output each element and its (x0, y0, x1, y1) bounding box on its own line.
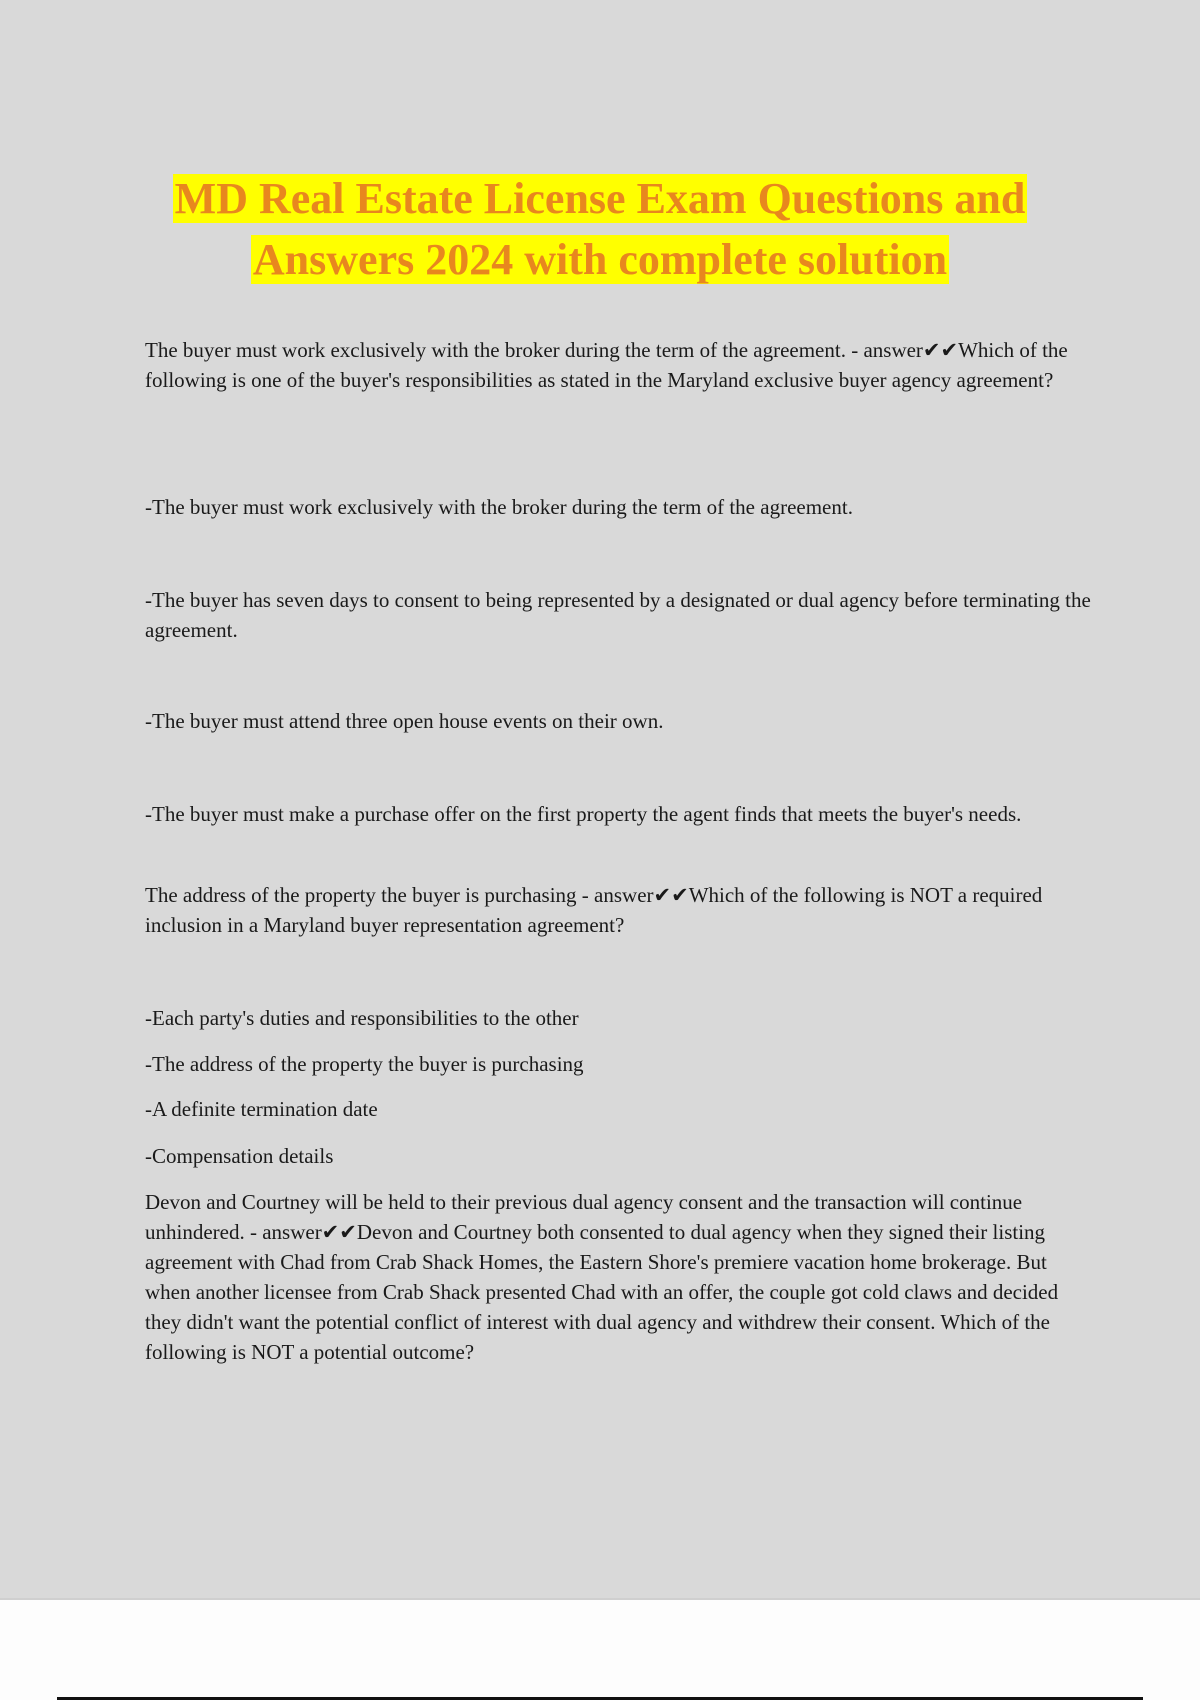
question-2-text: The address of the property the buyer is purchasing - answer✔✔Which of the following is NOT a required inclusion in a Maryland buyer representation agreement? (145, 883, 1043, 937)
option-1a: -The buyer must work exclusively with the broker during the term of the agreement. (145, 495, 853, 519)
document-title (0, 168, 1200, 290)
option-1c: -The buyer must attend three open house events on their own. (145, 709, 664, 733)
question-3-text: Devon and Courtney will be held to their previous dual agency consent and the transaction will continue unhindered. - answer✔✔Devon and Courtney both consented to dual agency when they signed their listing agreement with Chad from Crab Shack Homes, the Eastern Shore's premiere vacation home brokerage. But when another licensee from Crab Shack presented Chad with an offer, the couple got cold claws and decided they didn't want the potential conflict of interest with dual agency and withdrew their consent. Which of the following is NOT a potential outcome? (145, 1190, 1059, 1364)
option-2d: -Compensation details (145, 1144, 334, 1168)
option-1d: -The buyer must make a purchase offer on the first property the agent finds that meets the buyer's needs. (145, 802, 1022, 826)
title-line-1: MD Real Estate License Exam Questions and (174, 174, 1026, 223)
title-line-2: Answers 2024 with complete solution (252, 235, 948, 284)
option-2a: -Each party's duties and responsibilities to the other (145, 1006, 579, 1030)
option-2b: -The address of the property the buyer is purchasing (145, 1052, 584, 1076)
option-2c: -A definite termination date (145, 1097, 378, 1121)
question-1-text: The buyer must work exclusively with the broker during the term of the agreement. - answer✔✔Which of the following is one of the buyer's responsibilities as stated in the Maryland exclusive buyer agency agreement? (145, 338, 1068, 392)
option-1b: -The buyer has seven days to consent to being represented by a designated or dual agency before terminating the agreement. (145, 588, 1091, 642)
